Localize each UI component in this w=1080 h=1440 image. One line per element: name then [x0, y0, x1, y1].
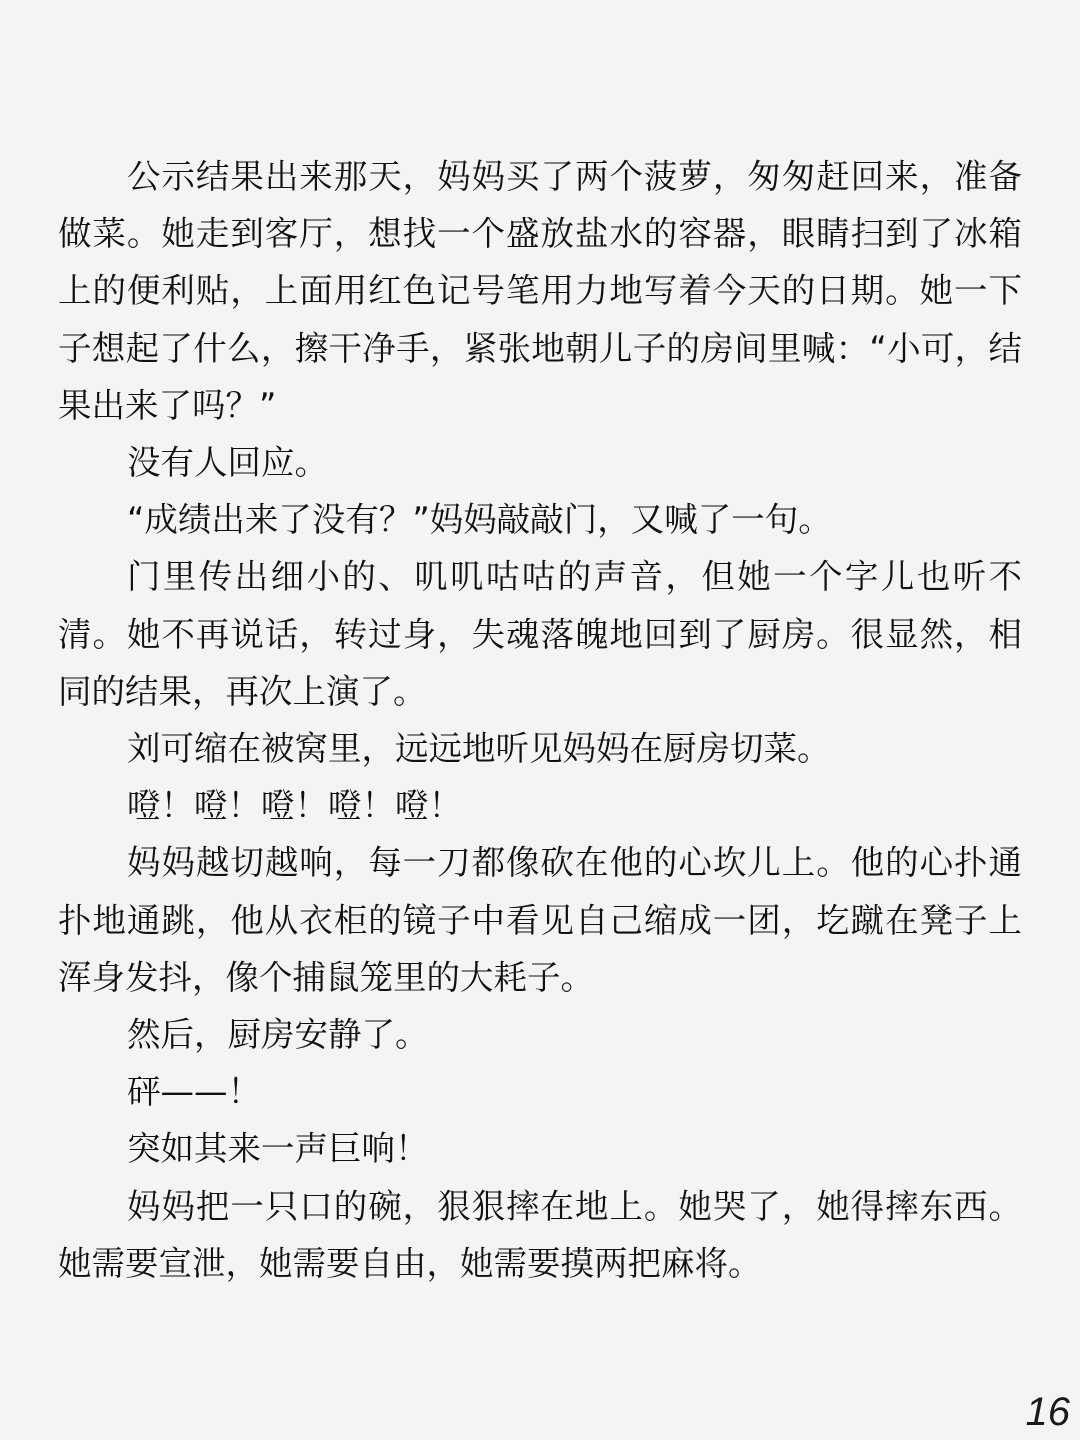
page-number: 16 — [1025, 1390, 1070, 1434]
paragraph: 砰——！ — [127, 1072, 261, 1112]
paragraph: 刘可缩在被窝里，远远地听见妈妈在厨房切菜。 — [127, 729, 831, 769]
body-text — [58, 148, 1022, 1292]
paragraph: “成绩出来了没有？”妈妈敲敲门，又喊了一句。 — [127, 500, 832, 540]
paragraph: 没有人回应。 — [127, 443, 328, 483]
paragraph: 妈妈把一只口的碗，狠狠摔在地上。她哭了，她得摔东西。她需要宣泄，她需要自由，她需要摸两把麻将。 — [58, 1186, 1022, 1283]
paragraph: 然后，厨房安静了。 — [127, 1015, 429, 1055]
paragraph: 噔！噔！噔！噔！噔！ — [127, 786, 462, 826]
paragraph: 突如其来一声巨响！ — [127, 1129, 429, 1169]
paragraph: 妈妈越切越响，每一刀都像砍在他的心坎儿上。他的心扑通扑地通跳，他从衣柜的镜子中看见自己缩成一团，圪蹴在凳子上浑身发抖，像个捕鼠笼里的大耗子。 — [58, 843, 1022, 997]
paragraph: 公示结果出来那天，妈妈买了两个菠萝，匆匆赶回来，准备做菜。她走到客厅，想找一个盛放盐水的容器，眼睛扫到了冰箱上的便利贴，上面用红色记号笔用力地写着今天的日期。她一下子想起了什么，擦干净手，紧张地朝儿子的房间里喊：“小可，结果出来了吗？” — [58, 157, 1022, 425]
paragraph: 门里传出细小的、叽叽咕咕的声音，但她一个字儿也听不清。她不再说话，转过身，失魂落魄地回到了厨房。很显然，相同的结果，再次上演了。 — [58, 557, 1022, 711]
